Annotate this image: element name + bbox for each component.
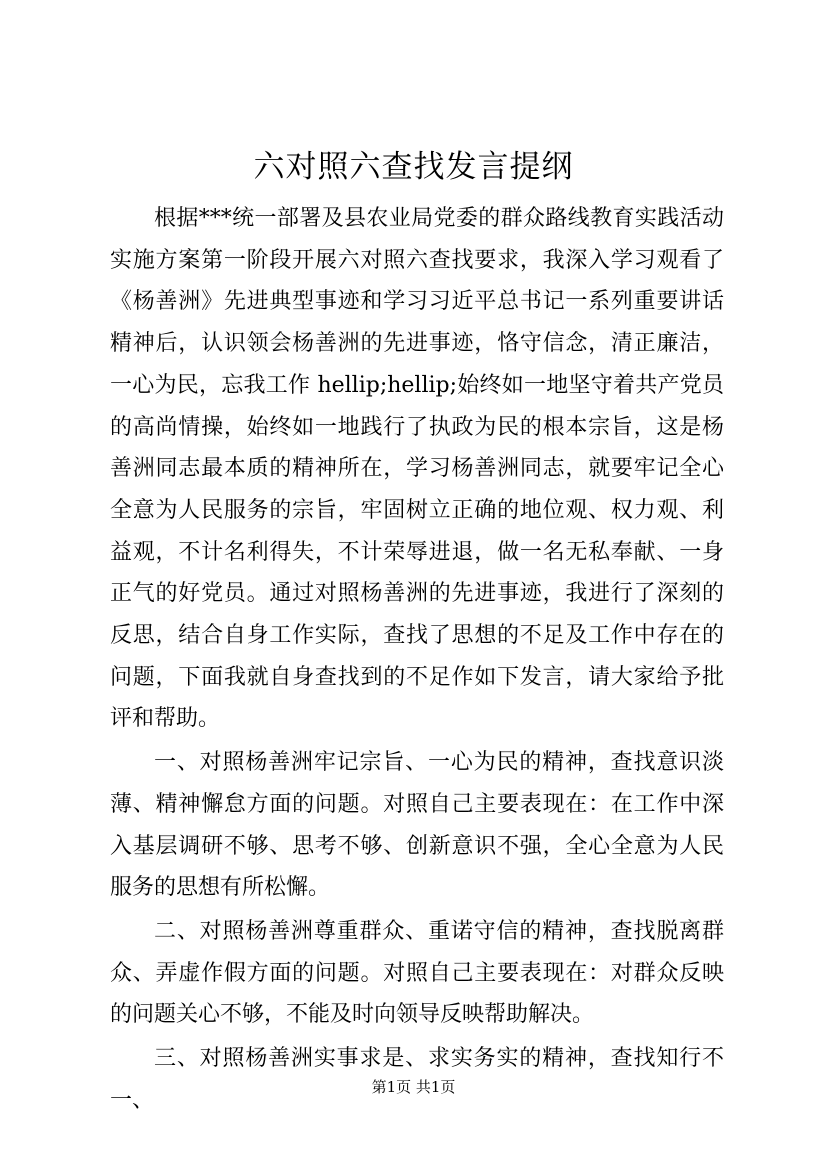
paragraph-item-three: 三、对照杨善洲实事求是、求实务实的精神，查找知行不一、 bbox=[110, 1046, 724, 1113]
paragraph-item-two: 二、对照杨善洲尊重群众、重诺守信的精神，查找脱离群众、弄虚作假方面的问题。对照自己主要表现在：对群众反映的问题关心不够，不能及时向领导反映帮助解决。 bbox=[110, 918, 724, 1028]
paragraph-intro: 根据***统一部署及县农业局党委的群众路线教育实践活动实施方案第一阶段开展六对照六查找要求，我深入学习观看了《杨善洲》先进典型事迹和学习习近平总书记一系列重要讲话精神后，认识领会杨善洲的先进事迹，恪守信念，清正廉洁，一心为民，忘我工作 hellip;hellip;始终如一地坚守着共产党员的高尚情操，始终如一地践行了执政为民的根本宗旨，这是杨善洲同志最本质的精神所在，学习杨善洲同志，就要牢记全心全意为人民服务的宗旨，牢固树立正确的地位观、权力观、利益观，不计名利得失，不计荣辱进退，做一名无私奉献、一身正气的好党员。通过对照杨善洲的先进事迹，我进行了深刻的反思，结合自身工作实际，查找了思想的不足及工作中存在的问题，下面我就自身查找到的不足作如下发言，请大家给予批评和帮助。 bbox=[110, 206, 724, 732]
document-body bbox=[110, 198, 724, 1121]
page-footer: 第1页 共1页 bbox=[371, 1078, 456, 1096]
document-title: 六对照六查找发言提纲 bbox=[253, 149, 574, 185]
paragraph-item-one: 一、对照杨善洲牢记宗旨、一心为民的精神，查找意识淡薄、精神懈怠方面的问题。对照自己主要表现在：在工作中深入基层调研不够、思考不够、创新意识不强，全心全意为人民服务的思想有所松懈。 bbox=[110, 750, 724, 901]
